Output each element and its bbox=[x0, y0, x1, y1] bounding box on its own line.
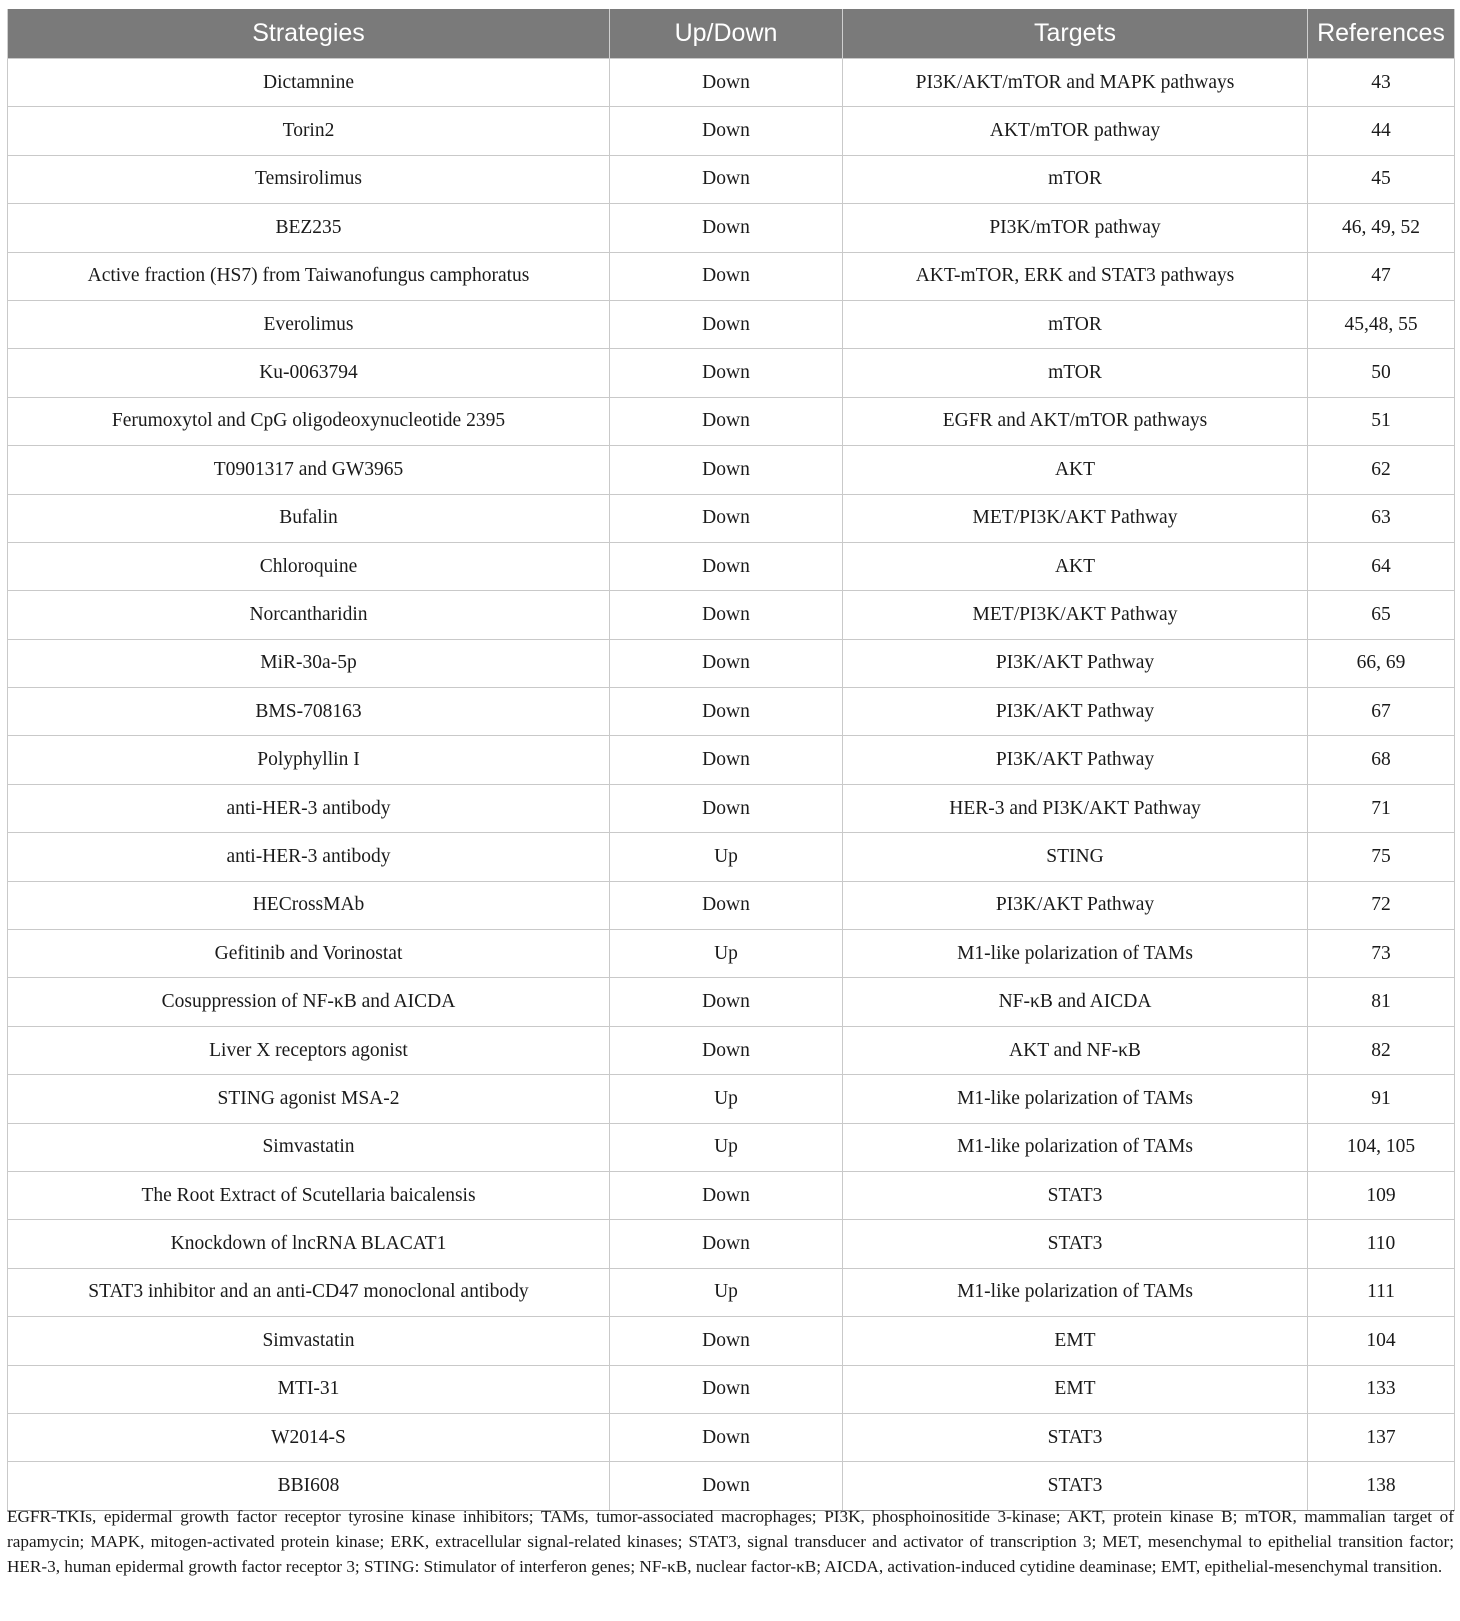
table-header bbox=[8, 9, 1455, 59]
table-row bbox=[8, 930, 1455, 978]
cell-references: 133 bbox=[1308, 1365, 1455, 1413]
table-row bbox=[8, 59, 1455, 107]
cell-targets: STING bbox=[843, 833, 1308, 881]
cell-up-down: Up bbox=[610, 1268, 843, 1316]
cell-strategy: MiR-30a-5p bbox=[8, 639, 610, 687]
cell-references: 66, 69 bbox=[1308, 639, 1455, 687]
column-header-targets: Targets bbox=[843, 9, 1308, 59]
cell-references: 111 bbox=[1308, 1268, 1455, 1316]
cell-up-down: Down bbox=[610, 107, 843, 155]
cell-up-down: Down bbox=[610, 1317, 843, 1365]
cell-references: 44 bbox=[1308, 107, 1455, 155]
cell-up-down: Up bbox=[610, 930, 843, 978]
cell-strategy: Torin2 bbox=[8, 107, 610, 155]
cell-up-down: Down bbox=[610, 1365, 843, 1413]
table-row bbox=[8, 542, 1455, 590]
cell-references: 51 bbox=[1308, 397, 1455, 445]
cell-up-down: Down bbox=[610, 1026, 843, 1074]
cell-targets: MET/PI3K/AKT Pathway bbox=[843, 591, 1308, 639]
cell-references: 45 bbox=[1308, 155, 1455, 203]
table-row bbox=[8, 300, 1455, 348]
cell-strategy: Simvastatin bbox=[8, 1123, 610, 1171]
cell-up-down: Down bbox=[610, 59, 843, 107]
table-row bbox=[8, 1220, 1455, 1268]
cell-up-down: Down bbox=[610, 1462, 843, 1510]
cell-targets: NF-κB and AICDA bbox=[843, 978, 1308, 1026]
table-row bbox=[8, 252, 1455, 300]
cell-targets: mTOR bbox=[843, 349, 1308, 397]
cell-up-down: Down bbox=[610, 688, 843, 736]
cell-strategy: Simvastatin bbox=[8, 1317, 610, 1365]
table-row bbox=[8, 1462, 1455, 1510]
cell-strategy: Liver X receptors agonist bbox=[8, 1026, 610, 1074]
cell-up-down: Down bbox=[610, 494, 843, 542]
cell-references: 104 bbox=[1308, 1317, 1455, 1365]
cell-up-down: Down bbox=[610, 978, 843, 1026]
strategies-table-container bbox=[7, 9, 1454, 1511]
cell-targets: EGFR and AKT/mTOR pathways bbox=[843, 397, 1308, 445]
cell-targets: PI3K/AKT Pathway bbox=[843, 688, 1308, 736]
cell-strategy: T0901317 and GW3965 bbox=[8, 446, 610, 494]
cell-targets: mTOR bbox=[843, 300, 1308, 348]
table-row bbox=[8, 1123, 1455, 1171]
cell-references: 50 bbox=[1308, 349, 1455, 397]
cell-strategy: W2014-S bbox=[8, 1413, 610, 1461]
table-body bbox=[8, 59, 1455, 1511]
cell-references: 71 bbox=[1308, 784, 1455, 832]
cell-references: 65 bbox=[1308, 591, 1455, 639]
cell-up-down: Up bbox=[610, 1075, 843, 1123]
table-row bbox=[8, 688, 1455, 736]
table-row bbox=[8, 833, 1455, 881]
cell-targets: STAT3 bbox=[843, 1462, 1308, 1510]
cell-targets: PI3K/AKT Pathway bbox=[843, 736, 1308, 784]
table-row bbox=[8, 591, 1455, 639]
table-row bbox=[8, 1413, 1455, 1461]
cell-up-down: Down bbox=[610, 349, 843, 397]
table-row bbox=[8, 446, 1455, 494]
cell-up-down: Up bbox=[610, 833, 843, 881]
cell-up-down: Down bbox=[610, 639, 843, 687]
cell-references: 137 bbox=[1308, 1413, 1455, 1461]
cell-references: 43 bbox=[1308, 59, 1455, 107]
cell-targets: AKT/mTOR pathway bbox=[843, 107, 1308, 155]
cell-targets: HER-3 and PI3K/AKT Pathway bbox=[843, 784, 1308, 832]
cell-strategy: Dictamnine bbox=[8, 59, 610, 107]
cell-strategy: Ku-0063794 bbox=[8, 349, 610, 397]
cell-references: 75 bbox=[1308, 833, 1455, 881]
cell-references: 138 bbox=[1308, 1462, 1455, 1510]
cell-strategy: Knockdown of lncRNA BLACAT1 bbox=[8, 1220, 610, 1268]
cell-targets: M1-like polarization of TAMs bbox=[843, 1123, 1308, 1171]
table-row bbox=[8, 1268, 1455, 1316]
table-row bbox=[8, 1365, 1455, 1413]
cell-targets: STAT3 bbox=[843, 1171, 1308, 1219]
cell-up-down: Down bbox=[610, 1413, 843, 1461]
cell-up-down: Down bbox=[610, 1220, 843, 1268]
cell-strategy: Polyphyllin I bbox=[8, 736, 610, 784]
table-row bbox=[8, 1317, 1455, 1365]
table-row bbox=[8, 1075, 1455, 1123]
cell-up-down: Down bbox=[610, 591, 843, 639]
table-row bbox=[8, 1171, 1455, 1219]
cell-up-down: Down bbox=[610, 300, 843, 348]
cell-references: 68 bbox=[1308, 736, 1455, 784]
cell-references: 67 bbox=[1308, 688, 1455, 736]
table-row bbox=[8, 107, 1455, 155]
cell-targets: PI3K/AKT Pathway bbox=[843, 639, 1308, 687]
table-row bbox=[8, 736, 1455, 784]
cell-references: 62 bbox=[1308, 446, 1455, 494]
header-row bbox=[8, 9, 1455, 59]
cell-up-down: Down bbox=[610, 155, 843, 203]
cell-up-down: Down bbox=[610, 542, 843, 590]
cell-references: 63 bbox=[1308, 494, 1455, 542]
table-row bbox=[8, 784, 1455, 832]
cell-references: 110 bbox=[1308, 1220, 1455, 1268]
cell-strategy: HECrossMAb bbox=[8, 881, 610, 929]
cell-targets: STAT3 bbox=[843, 1413, 1308, 1461]
cell-strategy: Cosuppression of NF-κB and AICDA bbox=[8, 978, 610, 1026]
cell-targets: STAT3 bbox=[843, 1220, 1308, 1268]
cell-references: 46, 49, 52 bbox=[1308, 204, 1455, 252]
cell-targets: EMT bbox=[843, 1317, 1308, 1365]
cell-references: 64 bbox=[1308, 542, 1455, 590]
cell-strategy: anti-HER-3 antibody bbox=[8, 833, 610, 881]
cell-targets: AKT bbox=[843, 542, 1308, 590]
cell-strategy: Ferumoxytol and CpG oligodeoxynucleotide 2395 bbox=[8, 397, 610, 445]
cell-up-down: Down bbox=[610, 252, 843, 300]
cell-references: 104, 105 bbox=[1308, 1123, 1455, 1171]
cell-targets: EMT bbox=[843, 1365, 1308, 1413]
cell-references: 81 bbox=[1308, 978, 1455, 1026]
table-row bbox=[8, 155, 1455, 203]
cell-up-down: Down bbox=[610, 784, 843, 832]
cell-up-down: Down bbox=[610, 736, 843, 784]
cell-strategy: Norcantharidin bbox=[8, 591, 610, 639]
cell-up-down: Down bbox=[610, 446, 843, 494]
table-row bbox=[8, 1026, 1455, 1074]
table-footnote: EGFR-TKIs, epidermal growth factor receptor tyrosine kinase inhibitors; TAMs, tumor-associated macrophages; PI3K, phosphoinositide 3-kinase; AKT, protein kinase B; mTOR, mammalian target of rapamycin; MAPK, mitogen-activated protein kinase; ERK, extracellular signal-related kinases; STAT3, signal transducer and activator of transcription 3; MET, mesenchymal to epithelial transition factor; HER-3, human epidermal growth factor receptor 3; STING: Stimulator of interferon genes; NF-κB, nuclear factor-κB; AICDA, activation-induced cytidine deaminase; EMT, epithelial-mesenchymal transition. bbox=[7, 1507, 1454, 1577]
cell-targets: mTOR bbox=[843, 155, 1308, 203]
cell-targets: M1-like polarization of TAMs bbox=[843, 1075, 1308, 1123]
cell-references: 45,48, 55 bbox=[1308, 300, 1455, 348]
column-header-references: References bbox=[1308, 9, 1455, 59]
cell-targets: PI3K/AKT/mTOR and MAPK pathways bbox=[843, 59, 1308, 107]
table-row bbox=[8, 494, 1455, 542]
table-row bbox=[8, 349, 1455, 397]
cell-up-down: Down bbox=[610, 881, 843, 929]
table-row bbox=[8, 397, 1455, 445]
cell-strategy: Everolimus bbox=[8, 300, 610, 348]
cell-up-down: Down bbox=[610, 1171, 843, 1219]
cell-targets: AKT-mTOR, ERK and STAT3 pathways bbox=[843, 252, 1308, 300]
cell-references: 73 bbox=[1308, 930, 1455, 978]
cell-up-down: Up bbox=[610, 1123, 843, 1171]
table-row bbox=[8, 639, 1455, 687]
cell-references: 72 bbox=[1308, 881, 1455, 929]
cell-targets: AKT and NF-κB bbox=[843, 1026, 1308, 1074]
cell-targets: PI3K/AKT Pathway bbox=[843, 881, 1308, 929]
cell-strategy: anti-HER-3 antibody bbox=[8, 784, 610, 832]
strategies-table bbox=[7, 9, 1455, 1511]
cell-targets: AKT bbox=[843, 446, 1308, 494]
table-row bbox=[8, 978, 1455, 1026]
cell-strategy: The Root Extract of Scutellaria baicalensis bbox=[8, 1171, 610, 1219]
cell-up-down: Down bbox=[610, 397, 843, 445]
cell-references: 109 bbox=[1308, 1171, 1455, 1219]
cell-strategy: STING agonist MSA-2 bbox=[8, 1075, 610, 1123]
cell-strategy: BBI608 bbox=[8, 1462, 610, 1510]
cell-strategy: Temsirolimus bbox=[8, 155, 610, 203]
cell-targets: MET/PI3K/AKT Pathway bbox=[843, 494, 1308, 542]
cell-strategy: BEZ235 bbox=[8, 204, 610, 252]
cell-strategy: STAT3 inhibitor and an anti-CD47 monoclonal antibody bbox=[8, 1268, 610, 1316]
cell-up-down: Down bbox=[610, 204, 843, 252]
cell-references: 82 bbox=[1308, 1026, 1455, 1074]
column-header-up-down: Up/Down bbox=[610, 9, 843, 59]
cell-targets: M1-like polarization of TAMs bbox=[843, 1268, 1308, 1316]
cell-targets: M1-like polarization of TAMs bbox=[843, 930, 1308, 978]
cell-strategy: Gefitinib and Vorinostat bbox=[8, 930, 610, 978]
table-row bbox=[8, 881, 1455, 929]
cell-references: 47 bbox=[1308, 252, 1455, 300]
column-header-strategies: Strategies bbox=[8, 9, 610, 59]
table-row bbox=[8, 204, 1455, 252]
cell-strategy: BMS-708163 bbox=[8, 688, 610, 736]
cell-strategy: Bufalin bbox=[8, 494, 610, 542]
cell-references: 91 bbox=[1308, 1075, 1455, 1123]
cell-strategy: Chloroquine bbox=[8, 542, 610, 590]
cell-strategy: Active fraction (HS7) from Taiwanofungus camphoratus bbox=[8, 252, 610, 300]
cell-strategy: MTI-31 bbox=[8, 1365, 610, 1413]
cell-targets: PI3K/mTOR pathway bbox=[843, 204, 1308, 252]
